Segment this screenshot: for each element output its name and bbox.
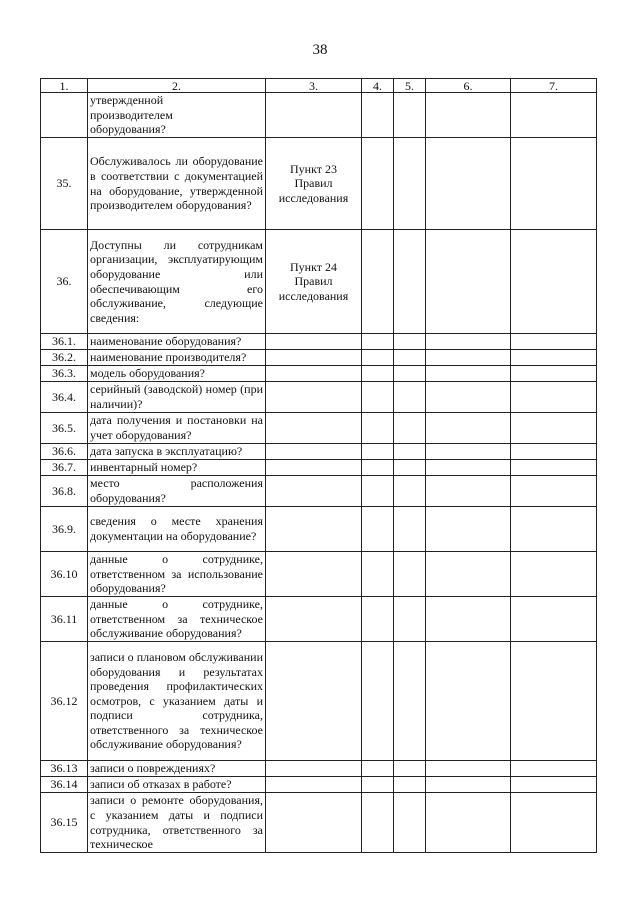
answer-cell bbox=[394, 642, 426, 761]
answer-cell bbox=[394, 350, 426, 366]
column-header: 3. bbox=[266, 79, 362, 93]
answer-cell bbox=[511, 230, 597, 334]
answer-cell bbox=[511, 793, 597, 853]
table-row bbox=[41, 476, 597, 507]
row-number: 36.12 bbox=[41, 642, 88, 761]
table-row bbox=[41, 597, 597, 642]
row-reference bbox=[266, 93, 362, 138]
row-number: 36.14 bbox=[41, 777, 88, 793]
table-row bbox=[41, 444, 597, 460]
column-header: 2. bbox=[88, 79, 266, 93]
row-number: 36.5. bbox=[41, 413, 88, 444]
row-number: 36.10 bbox=[41, 552, 88, 597]
answer-cell bbox=[511, 761, 597, 777]
answer-cell bbox=[426, 93, 511, 138]
table-row bbox=[41, 761, 597, 777]
table-row bbox=[41, 413, 597, 444]
answer-cell bbox=[394, 138, 426, 230]
column-header: 7. bbox=[511, 79, 597, 93]
table-row bbox=[41, 230, 597, 334]
answer-cell bbox=[394, 93, 426, 138]
answer-cell bbox=[511, 476, 597, 507]
row-number: 36.3. bbox=[41, 366, 88, 382]
answer-cell bbox=[426, 642, 511, 761]
table-row bbox=[41, 552, 597, 597]
answer-cell bbox=[511, 93, 597, 138]
answer-cell bbox=[362, 761, 394, 777]
row-question: Обслуживалось ли оборудование в соответствии с документацией на оборудование, утвержденной производителем оборудования? bbox=[88, 138, 266, 230]
column-header: 4. bbox=[362, 79, 394, 93]
row-number: 36.2. bbox=[41, 350, 88, 366]
answer-cell bbox=[511, 444, 597, 460]
row-number bbox=[41, 93, 88, 138]
answer-cell bbox=[426, 350, 511, 366]
row-question: дата запуска в эксплуатацию? bbox=[88, 444, 266, 460]
answer-cell bbox=[511, 642, 597, 761]
row-number: 36.6. bbox=[41, 444, 88, 460]
row-reference bbox=[266, 460, 362, 476]
answer-cell bbox=[394, 230, 426, 334]
answer-cell bbox=[394, 460, 426, 476]
answer-cell bbox=[511, 334, 597, 350]
answer-cell bbox=[394, 761, 426, 777]
table-row bbox=[41, 642, 597, 761]
answer-cell bbox=[362, 334, 394, 350]
answer-cell bbox=[362, 366, 394, 382]
row-number: 36.15 bbox=[41, 793, 88, 853]
answer-cell bbox=[362, 413, 394, 444]
row-reference bbox=[266, 777, 362, 793]
table-row bbox=[41, 777, 597, 793]
column-header: 5. bbox=[394, 79, 426, 93]
column-header: 1. bbox=[41, 79, 88, 93]
row-number: 36.9. bbox=[41, 507, 88, 552]
answer-cell bbox=[426, 230, 511, 334]
answer-cell bbox=[426, 138, 511, 230]
table-row bbox=[41, 350, 597, 366]
table-row bbox=[41, 507, 597, 552]
row-reference bbox=[266, 642, 362, 761]
column-header: 6. bbox=[426, 79, 511, 93]
row-reference bbox=[266, 552, 362, 597]
answer-cell bbox=[426, 597, 511, 642]
answer-cell bbox=[426, 382, 511, 413]
answer-cell bbox=[426, 413, 511, 444]
answer-cell bbox=[394, 552, 426, 597]
answer-cell bbox=[394, 476, 426, 507]
table-row bbox=[41, 382, 597, 413]
page-number: 38 bbox=[312, 42, 328, 58]
answer-cell bbox=[362, 552, 394, 597]
answer-cell bbox=[362, 597, 394, 642]
row-question: серийный (заводской) номер (при наличии)? bbox=[88, 382, 266, 413]
row-question: дата получения и постановки на учет оборудования? bbox=[88, 413, 266, 444]
row-question: записи об отказах в работе? bbox=[88, 777, 266, 793]
row-number: 36.13 bbox=[41, 761, 88, 777]
answer-cell bbox=[362, 460, 394, 476]
answer-cell bbox=[511, 777, 597, 793]
row-number: 36.8. bbox=[41, 476, 88, 507]
answer-cell bbox=[426, 444, 511, 460]
answer-cell bbox=[394, 334, 426, 350]
row-question: инвентарный номер? bbox=[88, 460, 266, 476]
row-number: 35. bbox=[41, 138, 88, 230]
table-row bbox=[41, 334, 597, 350]
row-question: модель оборудования? bbox=[88, 366, 266, 382]
row-question: место расположения оборудования? bbox=[88, 476, 266, 507]
answer-cell bbox=[362, 230, 394, 334]
answer-cell bbox=[394, 777, 426, 793]
row-reference bbox=[266, 334, 362, 350]
answer-cell bbox=[362, 350, 394, 366]
row-question: данные о сотруднике, ответственном за использование оборудования? bbox=[88, 552, 266, 597]
row-reference: Пункт 23 Правил исследования bbox=[266, 138, 362, 230]
row-number: 36.4. bbox=[41, 382, 88, 413]
row-question: Доступны ли сотрудникам организации, эксплуатирующим оборудование или обеспечивающим его обслуживание, следующие сведения: bbox=[88, 230, 266, 334]
row-question: сведения о месте хранения документации на оборудование? bbox=[88, 507, 266, 552]
answer-cell bbox=[426, 460, 511, 476]
answer-cell bbox=[511, 366, 597, 382]
answer-cell bbox=[362, 642, 394, 761]
row-number: 36. bbox=[41, 230, 88, 334]
answer-cell bbox=[394, 382, 426, 413]
row-reference bbox=[266, 350, 362, 366]
table-row bbox=[41, 93, 597, 138]
row-number: 36.11 bbox=[41, 597, 88, 642]
answer-cell bbox=[511, 507, 597, 552]
checklist-table bbox=[40, 78, 597, 853]
answer-cell bbox=[394, 597, 426, 642]
answer-cell bbox=[426, 552, 511, 597]
table-row bbox=[41, 793, 597, 853]
answer-cell bbox=[362, 777, 394, 793]
answer-cell bbox=[511, 382, 597, 413]
answer-cell bbox=[394, 793, 426, 853]
answer-cell bbox=[511, 138, 597, 230]
answer-cell bbox=[426, 761, 511, 777]
answer-cell bbox=[511, 350, 597, 366]
answer-cell bbox=[426, 507, 511, 552]
row-question: наименование производителя? bbox=[88, 350, 266, 366]
answer-cell bbox=[362, 382, 394, 413]
row-reference bbox=[266, 597, 362, 642]
row-reference bbox=[266, 366, 362, 382]
row-question: наименование оборудования? bbox=[88, 334, 266, 350]
row-reference bbox=[266, 444, 362, 460]
answer-cell bbox=[394, 413, 426, 444]
answer-cell bbox=[426, 793, 511, 853]
answer-cell bbox=[511, 413, 597, 444]
answer-cell bbox=[362, 507, 394, 552]
answer-cell bbox=[511, 552, 597, 597]
answer-cell bbox=[426, 334, 511, 350]
answer-cell bbox=[362, 444, 394, 460]
answer-cell bbox=[511, 460, 597, 476]
row-reference bbox=[266, 413, 362, 444]
header-row bbox=[41, 79, 597, 93]
answer-cell bbox=[362, 93, 394, 138]
row-number: 36.7. bbox=[41, 460, 88, 476]
row-question: данные о сотруднике, ответственном за техническое обслуживание оборудования? bbox=[88, 597, 266, 642]
table-row bbox=[41, 366, 597, 382]
row-reference: Пункт 24 Правил исследования bbox=[266, 230, 362, 334]
row-reference bbox=[266, 382, 362, 413]
answer-cell bbox=[394, 444, 426, 460]
table-row bbox=[41, 138, 597, 230]
answer-cell bbox=[362, 138, 394, 230]
row-reference bbox=[266, 793, 362, 853]
answer-cell bbox=[426, 476, 511, 507]
answer-cell bbox=[426, 366, 511, 382]
row-reference bbox=[266, 507, 362, 552]
answer-cell bbox=[362, 476, 394, 507]
row-question: записи о плановом обслуживании оборудования и результатах проведения профилактических осмотров, с указанием даты и подписи сотрудника, ответственного за техническое обслуживание оборудования? bbox=[88, 642, 266, 761]
row-question: записи о ремонте оборудования, с указанием даты и подписи сотрудника, ответственного за техническое bbox=[88, 793, 266, 853]
row-number: 36.1. bbox=[41, 334, 88, 350]
row-reference bbox=[266, 761, 362, 777]
answer-cell bbox=[394, 366, 426, 382]
row-question: утвержденной производителем оборудования? bbox=[88, 93, 266, 138]
answer-cell bbox=[426, 777, 511, 793]
row-question: записи о повреждениях? bbox=[88, 761, 266, 777]
answer-cell bbox=[394, 507, 426, 552]
answer-cell bbox=[511, 597, 597, 642]
row-reference bbox=[266, 476, 362, 507]
answer-cell bbox=[362, 793, 394, 853]
table-row bbox=[41, 460, 597, 476]
